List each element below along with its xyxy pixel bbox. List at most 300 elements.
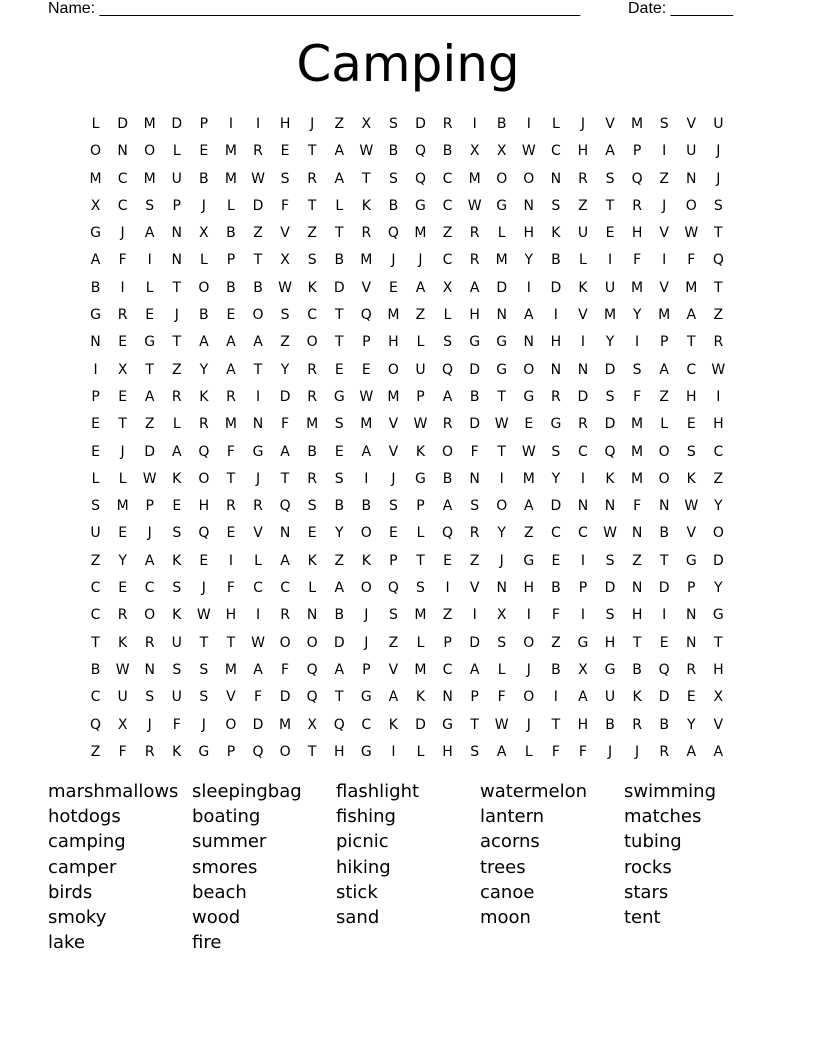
grid-letter: S xyxy=(172,661,182,678)
grid-letter: C xyxy=(280,580,290,597)
grid-letter: M xyxy=(658,307,671,324)
grid-letter: B xyxy=(388,197,399,214)
grid-letter: X xyxy=(90,197,101,214)
grid-letter: X xyxy=(496,607,507,624)
grid-letter: B xyxy=(388,143,399,160)
grid-letter: T xyxy=(632,634,642,651)
word-bank-item: watermelon xyxy=(480,781,587,802)
word-bank-item: trees xyxy=(480,856,526,878)
grid-letter: R xyxy=(144,634,155,651)
word-column xyxy=(48,779,178,955)
grid-letter: R xyxy=(253,498,263,515)
grid-letter: O xyxy=(496,170,508,187)
grid-letter: R xyxy=(117,607,128,624)
grid-letter: M xyxy=(468,170,481,187)
grid-letter: G xyxy=(360,743,372,760)
word-column xyxy=(624,779,716,930)
grid-letter: E xyxy=(91,416,100,433)
grid-row xyxy=(82,657,732,684)
grid-letter: A xyxy=(415,279,426,296)
grid-letter: E xyxy=(388,525,398,542)
grid-letter: M xyxy=(224,170,237,187)
grid-letter: D xyxy=(117,116,128,132)
grid-letter: B xyxy=(334,607,345,624)
grid-letter: A xyxy=(199,334,209,351)
grid-letter: W xyxy=(684,225,699,242)
grid-letter: S xyxy=(388,607,398,624)
grid-letter: E xyxy=(524,416,534,433)
grid-letter: S xyxy=(443,334,452,351)
grid-letter: P xyxy=(416,498,425,515)
grid-letter: A xyxy=(253,661,263,678)
grid-letter: S xyxy=(632,361,642,378)
grid-letter: J xyxy=(174,307,179,324)
grid-letter: P xyxy=(416,388,425,405)
grid-letter: G xyxy=(523,388,535,405)
word-column xyxy=(336,779,419,930)
grid-letter: C xyxy=(117,170,128,187)
grid-letter: B xyxy=(334,252,345,269)
grid-letter: B xyxy=(442,143,453,160)
grid-letter: W xyxy=(142,470,157,487)
grid-letter: I xyxy=(255,607,261,624)
grid-letter: K xyxy=(172,552,182,569)
grid-letter: E xyxy=(118,525,128,542)
grid-letter: S xyxy=(551,197,561,214)
grid-row xyxy=(82,111,732,138)
grid-letter: E xyxy=(443,552,452,569)
grid-letter: S xyxy=(388,116,398,132)
word-bank-item: matches xyxy=(624,806,702,828)
grid-letter: C xyxy=(442,197,453,214)
grid-letter: U xyxy=(604,279,616,296)
grid-letter: N xyxy=(604,498,616,515)
grid-letter: Z xyxy=(442,607,453,624)
grid-letter: O xyxy=(198,279,210,296)
word-bank-item: swimming xyxy=(624,781,717,802)
grid-letter: N xyxy=(90,334,101,351)
grid-letter: I xyxy=(255,116,261,132)
grid-letter: I xyxy=(526,279,531,296)
grid-letter: J xyxy=(580,116,586,132)
grid-letter: I xyxy=(228,552,233,569)
grid-letter: F xyxy=(470,443,479,460)
word-bank-item: hiking xyxy=(336,856,391,878)
grid-letter: K xyxy=(118,634,128,651)
grid-letter: P xyxy=(632,143,642,160)
grid-letter: C xyxy=(144,580,155,597)
grid-letter: V xyxy=(253,525,263,542)
grid-letter: L xyxy=(416,743,425,760)
grid-letter: I xyxy=(607,252,613,269)
grid-letter: I xyxy=(553,307,558,324)
grid-letter: R xyxy=(713,334,724,351)
grid-letter: L xyxy=(199,252,208,269)
grid-letter: N xyxy=(442,689,453,706)
grid-letter: O xyxy=(658,470,670,487)
grid-letter: Q xyxy=(442,361,454,378)
grid-letter: J xyxy=(391,470,396,487)
grid-letter: O xyxy=(523,634,535,651)
grid-letter: J xyxy=(635,743,640,760)
grid-letter: N xyxy=(279,525,291,542)
grid-letter: N xyxy=(550,170,562,187)
grid-letter: D xyxy=(469,634,481,651)
grid-letter: T xyxy=(714,225,723,242)
grid-letter: B xyxy=(659,716,669,733)
grid-letter: X xyxy=(117,361,128,378)
grid-letter: K xyxy=(172,743,182,760)
grid-letter: X xyxy=(578,661,588,678)
grid-letter: A xyxy=(144,388,155,405)
word-bank-item: smores xyxy=(192,856,258,878)
grid-letter: G xyxy=(415,197,426,214)
grid-row xyxy=(82,220,732,247)
grid-letter: I xyxy=(635,334,640,351)
grid-row xyxy=(82,329,732,356)
grid-letter: F xyxy=(633,388,642,405)
grid-letter: S xyxy=(280,307,290,324)
grid-letter: W xyxy=(603,525,617,542)
grid-letter: E xyxy=(118,388,128,405)
grid-letter: N xyxy=(577,498,589,515)
grid-letter: S xyxy=(91,498,100,515)
grid-letter: E xyxy=(91,443,100,460)
grid-letter: C xyxy=(361,716,372,733)
grid-letter: P xyxy=(687,580,696,597)
grid-row xyxy=(82,739,732,766)
grid-letter: Q xyxy=(442,525,454,542)
grid-letter: S xyxy=(388,170,398,187)
grid-letter: N xyxy=(252,416,264,433)
grid-letter: V xyxy=(578,307,588,324)
grid-letter: A xyxy=(144,225,155,242)
grid-letter: R xyxy=(659,743,670,760)
grid-letter: U xyxy=(577,225,589,242)
grid-letter: T xyxy=(199,634,209,651)
grid-letter: I xyxy=(662,143,667,160)
grid-letter: E xyxy=(172,498,182,515)
grid-letter: S xyxy=(145,197,155,214)
grid-letter: L xyxy=(416,334,425,351)
grid-letter: M xyxy=(603,307,617,324)
grid-letter: F xyxy=(118,252,127,269)
grid-letter: A xyxy=(605,143,615,160)
grid-letter: O xyxy=(144,607,156,624)
grid-letter: S xyxy=(686,443,696,460)
grid-letter: U xyxy=(713,116,724,132)
grid-letter: J xyxy=(526,661,531,678)
grid-letter: T xyxy=(551,716,561,733)
grid-letter: M xyxy=(360,416,373,433)
grid-letter: Z xyxy=(659,170,669,187)
grid-letter: Z xyxy=(415,307,426,324)
grid-letter: O xyxy=(523,170,535,187)
grid-letter: V xyxy=(686,525,697,542)
grid-letter: Q xyxy=(198,443,210,460)
grid-letter: M xyxy=(143,116,156,132)
grid-letter: C xyxy=(578,525,588,542)
grid-letter: S xyxy=(307,498,317,515)
grid-letter: G xyxy=(415,470,426,487)
grid-letter: C xyxy=(90,580,101,597)
grid-letter: B xyxy=(226,225,236,242)
word-bank-item: rocks xyxy=(624,856,672,878)
grid-letter: S xyxy=(199,689,209,706)
grid-letter: F xyxy=(551,607,560,624)
grid-letter: I xyxy=(472,116,477,132)
grid-letter: D xyxy=(577,388,589,405)
grid-letter: M xyxy=(224,143,237,160)
grid-letter: W xyxy=(521,443,536,460)
grid-letter: K xyxy=(307,552,317,569)
grid-letter: E xyxy=(199,552,209,569)
grid-letter: A xyxy=(226,361,236,378)
grid-row xyxy=(82,439,732,466)
grid-letter: V xyxy=(469,580,480,597)
word-bank-item: fire xyxy=(192,932,222,954)
grid-letter: P xyxy=(362,334,371,351)
grid-letter: T xyxy=(226,634,236,651)
grid-letter: I xyxy=(716,388,721,405)
grid-letter: W xyxy=(278,279,292,296)
grid-letter: S xyxy=(388,498,398,515)
grid-letter: S xyxy=(199,661,209,678)
grid-letter: P xyxy=(443,634,452,651)
grid-letter: P xyxy=(226,252,236,269)
grid-letter: D xyxy=(252,197,264,214)
grid-letter: N xyxy=(686,170,697,187)
grid-letter: B xyxy=(90,661,101,678)
grid-letter: M xyxy=(143,170,156,187)
grid-row xyxy=(82,166,732,193)
grid-letter: J xyxy=(526,716,531,733)
grid-letter: U xyxy=(604,689,616,706)
grid-letter: A xyxy=(253,334,263,351)
grid-letter: C xyxy=(578,443,588,460)
grid-letter: A xyxy=(171,443,182,460)
grid-letter: O xyxy=(252,307,264,324)
grid-letter: O xyxy=(225,716,237,733)
grid-letter: O xyxy=(387,361,399,378)
grid-letter: Y xyxy=(280,361,290,378)
grid-letter: O xyxy=(279,634,291,651)
grid-letter: L xyxy=(227,197,235,214)
grid-letter: I xyxy=(391,743,396,760)
grid-letter: R xyxy=(307,388,318,405)
grid-letter: Z xyxy=(578,197,588,214)
grid-letter: R xyxy=(469,252,480,269)
word-bank-item: acorns xyxy=(480,831,540,853)
grid-letter: X xyxy=(361,116,372,132)
grid-letter: H xyxy=(469,307,480,324)
grid-letter: M xyxy=(414,661,427,678)
grid-letter: L xyxy=(551,116,560,132)
grid-letter: C xyxy=(117,197,128,214)
grid-letter: K xyxy=(172,470,182,487)
grid-letter: S xyxy=(307,252,317,269)
grid-letter: W xyxy=(494,416,509,433)
grid-letter: L xyxy=(660,416,669,433)
grid-letter: W xyxy=(359,388,374,405)
grid-letter: S xyxy=(280,170,290,187)
grid-letter: J xyxy=(499,552,504,569)
grid-letter: K xyxy=(307,279,317,296)
grid-letter: N xyxy=(577,361,589,378)
grid-letter: C xyxy=(686,361,697,378)
grid-letter: D xyxy=(550,498,562,515)
grid-letter: R xyxy=(469,225,480,242)
word-bank-item: camping xyxy=(48,831,126,853)
grid-letter: F xyxy=(172,716,181,733)
grid-letter: A xyxy=(226,334,236,351)
grid-letter: B xyxy=(334,498,345,515)
grid-letter: G xyxy=(496,361,508,378)
grid-letter: B xyxy=(551,661,561,678)
grid-letter: S xyxy=(605,607,615,624)
grid-letter: F xyxy=(633,498,642,515)
grid-letter: R xyxy=(361,225,372,242)
grid-letter: T xyxy=(307,143,317,160)
grid-letter: A xyxy=(659,361,669,378)
grid-letter: C xyxy=(550,143,561,160)
grid-letter: K xyxy=(551,225,561,242)
grid-letter: Q xyxy=(414,170,426,187)
grid-letter: B xyxy=(442,470,453,487)
grid-letter: N xyxy=(144,661,155,678)
date-field-line: Date: _______ xyxy=(628,0,733,17)
grid-letter: P xyxy=(199,116,209,132)
grid-letter: H xyxy=(713,416,724,433)
word-bank-item: smoky xyxy=(48,907,107,929)
grid-letter: J xyxy=(147,525,152,542)
grid-letter: S xyxy=(172,525,182,542)
grid-letter: J xyxy=(716,143,721,160)
grid-letter: R xyxy=(442,116,453,132)
grid-letter: V xyxy=(280,225,290,242)
grid-letter: R xyxy=(171,388,182,405)
grid-letter: A xyxy=(524,307,534,324)
grid-letter: I xyxy=(526,607,531,624)
grid-letter: D xyxy=(604,361,616,378)
grid-letter: O xyxy=(360,580,372,597)
grid-letter: B xyxy=(551,580,561,597)
grid-letter: S xyxy=(334,416,344,433)
grid-letter: S xyxy=(470,498,480,515)
grid-letter: O xyxy=(360,525,372,542)
grid-letter: E xyxy=(280,143,290,160)
grid-letter: W xyxy=(251,634,265,651)
grid-letter: Q xyxy=(198,525,210,542)
grid-letter: A xyxy=(388,689,399,706)
grid-letter: H xyxy=(550,334,562,351)
word-bank-item: wood xyxy=(192,907,241,929)
grid-row xyxy=(82,275,732,302)
grid-letter: I xyxy=(472,607,477,624)
grid-letter: E xyxy=(686,689,696,706)
grid-letter: I xyxy=(445,580,450,597)
grid-letter: J xyxy=(201,580,206,597)
grid-letter: Z xyxy=(523,525,534,542)
grid-letter: Y xyxy=(334,525,344,542)
grid-letter: M xyxy=(685,279,698,296)
grid-letter: N xyxy=(686,607,697,624)
grid-letter: J xyxy=(255,470,261,487)
grid-letter: T xyxy=(334,334,344,351)
grid-letter: R xyxy=(253,143,263,160)
grid-letter: G xyxy=(198,743,210,760)
grid-letter: B xyxy=(605,716,615,733)
grid-letter: K xyxy=(578,279,588,296)
grid-letter: I xyxy=(499,470,504,487)
grid-letter: N xyxy=(523,334,535,351)
grid-letter: T xyxy=(605,197,615,214)
grid-letter: U xyxy=(117,689,128,706)
grid-letter: G xyxy=(469,334,481,351)
grid-letter: Y xyxy=(524,252,534,269)
grid-letter: R xyxy=(632,197,642,214)
grid-letter: W xyxy=(196,607,211,624)
grid-letter: L xyxy=(145,279,154,296)
grid-row xyxy=(82,138,732,165)
grid-letter: N xyxy=(523,197,535,214)
grid-letter: N xyxy=(469,470,480,487)
grid-letter: R xyxy=(551,388,561,405)
grid-letter: N xyxy=(306,607,318,624)
grid-letter: T xyxy=(714,634,723,651)
grid-row xyxy=(82,520,732,547)
grid-letter: N xyxy=(631,580,643,597)
grid-letter: E xyxy=(605,225,615,242)
grid-letter: O xyxy=(90,143,102,160)
grid-letter: U xyxy=(171,170,182,187)
grid-letter: Z xyxy=(551,634,561,651)
grid-letter: G xyxy=(577,634,589,651)
grid-letter: V xyxy=(659,279,669,296)
grid-row xyxy=(82,384,732,411)
grid-letter: P xyxy=(470,689,479,706)
grid-letter: V xyxy=(659,225,669,242)
grid-letter: Q xyxy=(306,689,318,706)
grid-letter: I xyxy=(580,334,586,351)
grid-letter: T xyxy=(497,443,506,460)
grid-letter: J xyxy=(607,743,613,760)
word-bank-item: hotdogs xyxy=(48,806,121,828)
grid-letter: S xyxy=(416,580,425,597)
word-bank-item: sleepingbag xyxy=(192,781,302,802)
grid-letter: Z xyxy=(90,552,101,569)
grid-letter: B xyxy=(226,279,236,296)
page-title: Camping xyxy=(296,35,520,93)
grid-letter: M xyxy=(631,443,644,460)
grid-letter: M xyxy=(387,307,400,324)
grid-letter: R xyxy=(307,361,318,378)
grid-letter: J xyxy=(310,116,315,132)
grid-letter: N xyxy=(496,580,507,597)
grid-letter: H xyxy=(225,607,237,624)
grid-letter: D xyxy=(415,716,426,733)
grid-letter: Z xyxy=(388,634,399,651)
grid-letter: H xyxy=(604,634,616,651)
grid-letter: M xyxy=(495,252,508,269)
word-bank-item: sand xyxy=(336,907,380,929)
grid-letter: M xyxy=(414,607,427,624)
word-column xyxy=(480,779,587,930)
word-bank-item: tent xyxy=(624,907,661,929)
grid-letter: V xyxy=(361,279,372,296)
grid-letter: J xyxy=(391,252,396,269)
grid-letter: A xyxy=(442,388,453,405)
